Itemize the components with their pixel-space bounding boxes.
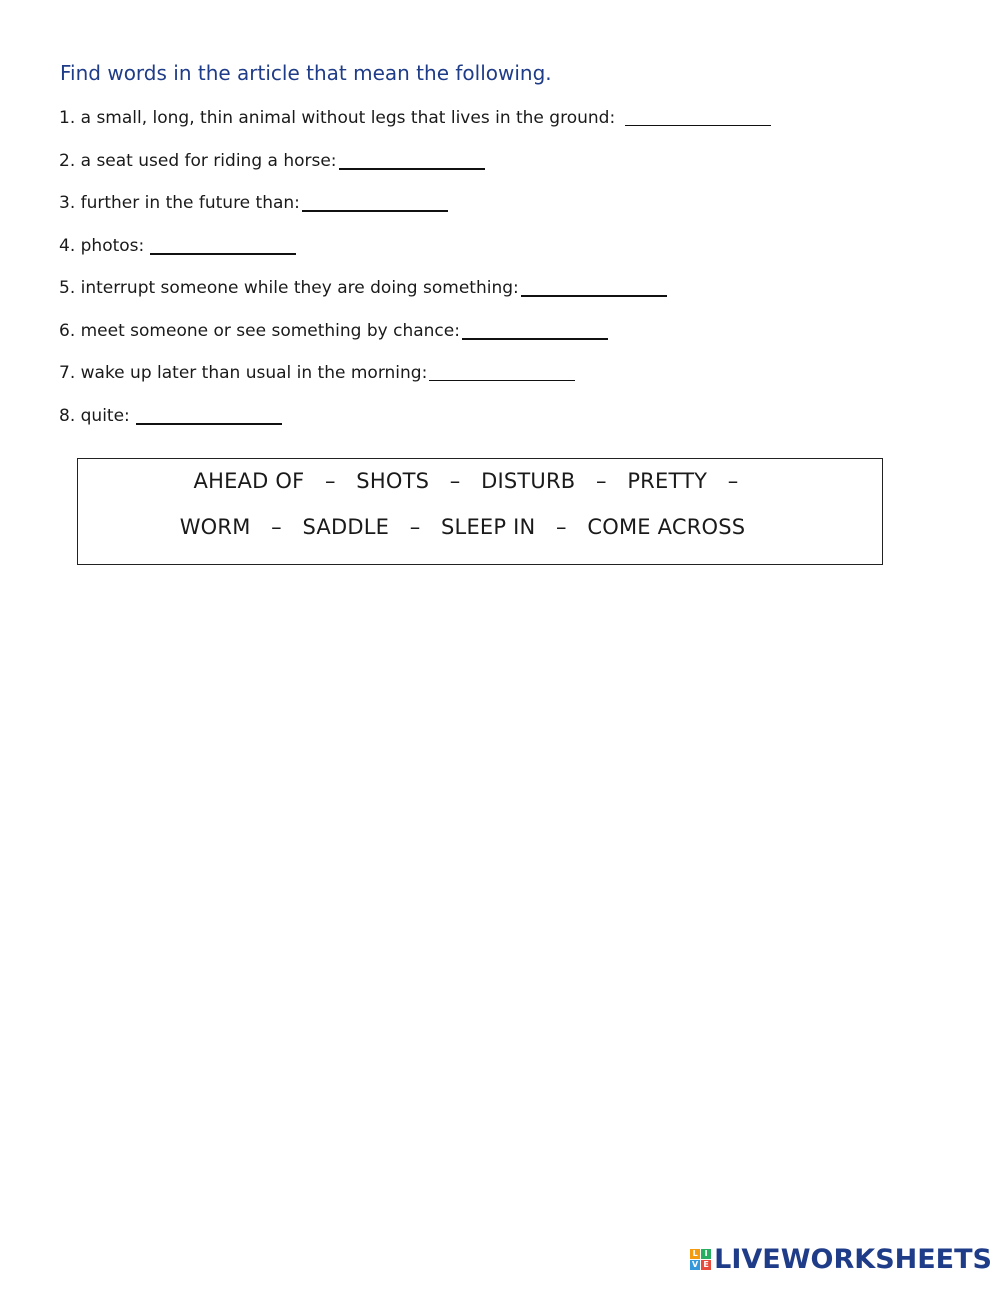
answer-blank-4[interactable]: [150, 236, 296, 255]
answer-blank-5[interactable]: [521, 278, 667, 297]
logo-mark-icon: [690, 1249, 711, 1270]
answer-blank-2[interactable]: [339, 151, 485, 170]
answer-blank-6[interactable]: [462, 321, 608, 340]
question-text: 1. a small, long, thin animal without legs that lives in the ground:: [59, 108, 616, 128]
question-5: [59, 278, 771, 321]
question-2: [59, 151, 771, 194]
question-list: [59, 108, 771, 448]
word-bank-line-2: WORM – SADDLE – SLEEP IN – COME ACROSS: [179, 515, 746, 539]
logo-mark-letter: E: [701, 1260, 711, 1270]
word-bank-line-1: AHEAD OF – SHOTS – DISTURB – PRETTY –: [193, 469, 739, 493]
question-7: [59, 363, 771, 406]
logo-mark-letter: V: [692, 1260, 699, 1269]
logo-mark-letter: I: [701, 1249, 711, 1259]
question-text: 3. further in the future than:: [59, 193, 300, 213]
answer-blank-8[interactable]: [136, 406, 282, 425]
instruction-heading: Find words in the article that mean the following.: [60, 61, 552, 85]
answer-blank-1[interactable]: [625, 108, 771, 126]
question-text: 6. meet someone or see something by chance:: [59, 320, 460, 341]
question-text: 7. wake up later than usual in the morning:: [59, 363, 428, 383]
answer-blank-7[interactable]: [429, 363, 575, 381]
logo-mark-letter: L: [690, 1249, 700, 1259]
question-text: 4. photos:: [59, 235, 145, 256]
question-3: [59, 193, 771, 236]
question-6: [59, 321, 771, 364]
question-text: 2. a seat used for riding a horse:: [59, 150, 337, 171]
question-text: 5. interrupt someone while they are doing something:: [59, 278, 519, 298]
question-1: [59, 108, 771, 151]
question-8: [59, 406, 771, 449]
logo-text: LIVEWORKSHEETS: [714, 1244, 992, 1275]
question-4: [59, 236, 771, 279]
liveworksheets-logo: [690, 1244, 992, 1275]
word-bank-box: [77, 458, 883, 565]
question-text: 8. quite:: [59, 405, 130, 426]
answer-blank-3[interactable]: [302, 193, 448, 212]
